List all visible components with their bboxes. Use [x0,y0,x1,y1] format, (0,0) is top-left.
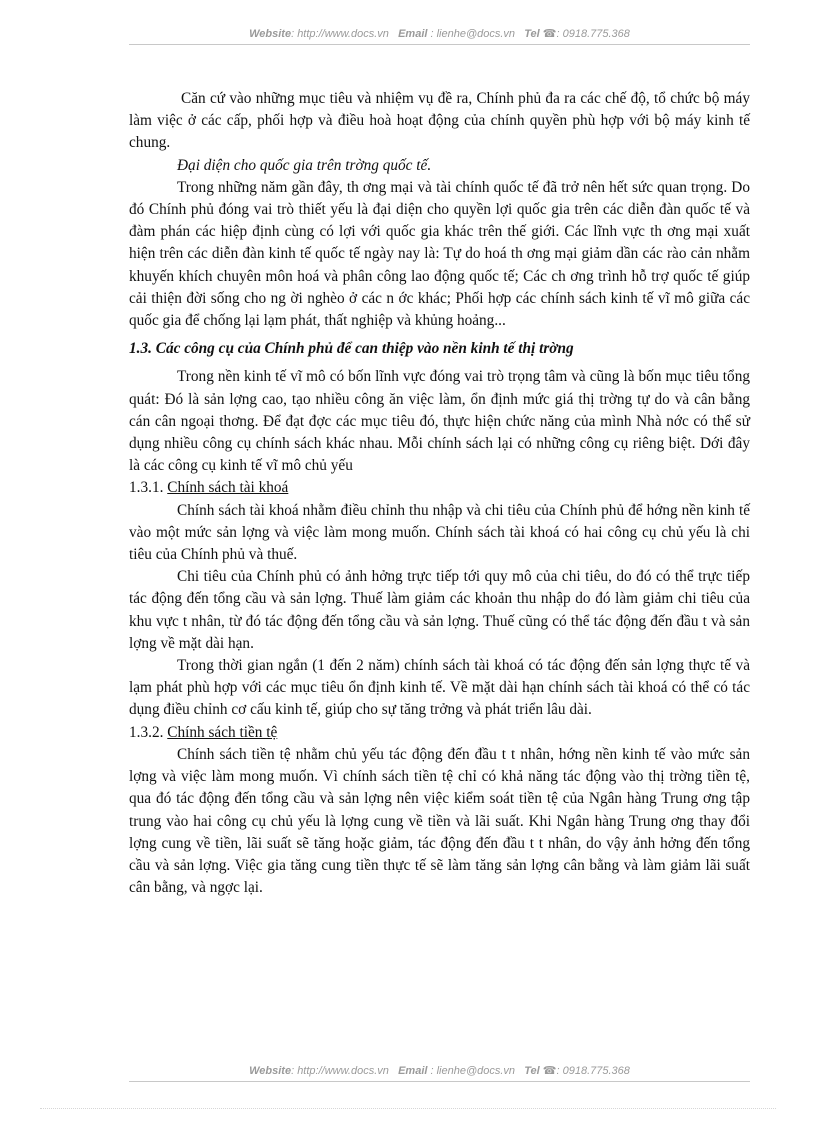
subsection-number: 1.3.2. [129,723,164,741]
section-heading: 1.3. Các công cụ của Chính phủ để can thiệp vào nền kinh tế thị trờng [129,340,574,358]
subsection-number: 1.3.1. [129,479,164,497]
paragraph: Chính sách tài khoá nhằm điều chỉnh thu nhập và chi tiêu của Chính phủ để hớng nền kinh tế vào một mức sản lợng và việc làm mong muốn. Chính sách tài khoá có hai công cụ chủ yếu là chi tiêu của Chính phủ và thuế. [129,501,750,564]
paragraph: Trong nền kinh tế vĩ mô có bốn lĩnh vực đóng vai trò trọng tâm và cũng là bốn mục tiêu tổng quát: Đó là sản lợng cao, tạo nhiều công ăn việc làm, ổn định mức giá thị trờng tự do và cân bằng cán cân ngoại thơng. Để đạt đợc các mục tiêu đó, thực hiện chức năng của mình Nhà nớc có thể sử dụng nhiều công cụ chính sách khác nhau. Mỗi chính sách lại có những công cụ riêng biệt. Dới đây là các công cụ kinh tế vĩ mô chủ yếu [129,368,750,475]
phone-icon: ☎ [542,1065,557,1077]
subsection-title: Chính sách tiền tệ [167,723,278,741]
header-tel-value: : 0918.775.368 [556,28,630,40]
paragraph: Trong những năm gần đây, th ơng mại và tài chính quốc tế đã trở nên hết sức quan trọng. Do đó Chính phủ đóng vai trò thiết yếu là đại diện cho quyền lợi quốc gia trên các diễn đàn quốc tế và đàm phán các hiệp định cùng có lợi với quốc gia khác trên thế giới. Các lĩnh vực th ơng mại xuất hiện trên các diễn đàn kinh tế quốc tế ngày nay là: Tự do hoá th ơng mại giảm dần các rào cản nhằm khuyến khích chuyên môn hoá và phân công lao động quốc tế; Các ch ơng trình hỗ trợ quốc tế giúp cải thiện đời sống cho ng ời nghèo ở các n ớc khác; Phối hợp các chính sách kinh tế vĩ mô giữa các quốc gia để chống lại lạm phát, thất nghiệp và khủng hoảng... [129,178,750,330]
page-header [129,27,750,40]
paragraph: Trong thời gian ngắn (1 đến 2 năm) chính sách tài khoá có tác động đến sản lợng thực tế và lạm phát phù hợp với các mục tiêu ổn định kinh tế. Về mặt dài hạn chính sách tài khoá có thể có tác dụng điều chỉnh cơ cấu kinh tế, giúp cho sự tăng trởng và phát triển lâu dài. [129,657,750,719]
header-tel-label: Tel [524,28,540,40]
header-website-url[interactable]: : http://www.docs.vn [291,28,389,40]
paragraph: Chính sách tiền tệ nhằm chủ yếu tác động đến đầu t t nhân, hớng nền kinh tế vào mức sản lợng và việc làm mong muốn. Vì chính sách tiền tệ chỉ có khả năng tác động vào thị trờng tiền tệ, qua đó tác động đến tổng cầu và sản lợng nên việc kiểm soát tiền tệ của Ngân hàng Trung ơng tập trung vào hai công cụ chủ yếu là lợng cung về tiền và lãi suất. Khi Ngân hàng Trung ơng thay đổi lợng cung về tiền, lãi suất sẽ tăng hoặc giảm, tác động đến đầu t t nhân, do vậy ảnh hởng đến tổng cầu và sản lợng. Việc gia tăng cung tiền thực tế sẽ làm tăng sản lợng cân bằng và làm giảm lãi suất cân bằng, và ngợc lại. [129,745,750,897]
italic-heading: Đại diện cho quốc gia trên trờng quốc tế. [177,156,432,174]
footer-website-url[interactable]: : http://www.docs.vn [291,1065,389,1077]
header-email-label: Email [398,28,428,40]
header-rule [129,44,750,45]
footer-rule [129,1081,750,1082]
footer-website-label: Website [249,1065,292,1077]
footer-email-label: Email [398,1065,428,1077]
footer-tel-label: Tel [524,1065,540,1077]
footer-tel-value: : 0918.775.368 [556,1065,630,1077]
document-body [129,88,750,899]
page-bottom-dotted-line [40,1108,776,1109]
header-email-value[interactable]: : lienhe@docs.vn [430,28,516,40]
phone-icon: ☎ [542,28,557,40]
footer-email-value[interactable]: : lienhe@docs.vn [430,1065,516,1077]
page-footer [129,1064,750,1077]
subsection-heading [129,477,750,499]
paragraph: Chi tiêu của Chính phủ có ảnh hởng trực tiếp tới quy mô của chi tiêu, do đó có thể trực tiếp tác động đến tổng cầu và sản lợng. Thuế làm giảm các khoản thu nhập do đó làm giảm chi tiêu của khu vực t nhân, từ đó tác động đến tổng cầu và sản lợng. Thuế cũng có thể tác động đến đầu t và sản lợng về mặt dài hạn. [129,568,750,652]
subsection-title: Chính sách tài khoá [167,479,289,497]
subsection-heading [129,722,750,744]
header-website-label: Website [249,28,292,40]
paragraph: Căn cứ vào những mục tiêu và nhiệm vụ đề ra, Chính phủ đa ra các chế độ, tổ chức bộ máy làm việc ở các cấp, phối hợp và điều hoà hoạt động của chính quyền phù hợp với bộ máy kinh tế chung. [129,90,750,152]
